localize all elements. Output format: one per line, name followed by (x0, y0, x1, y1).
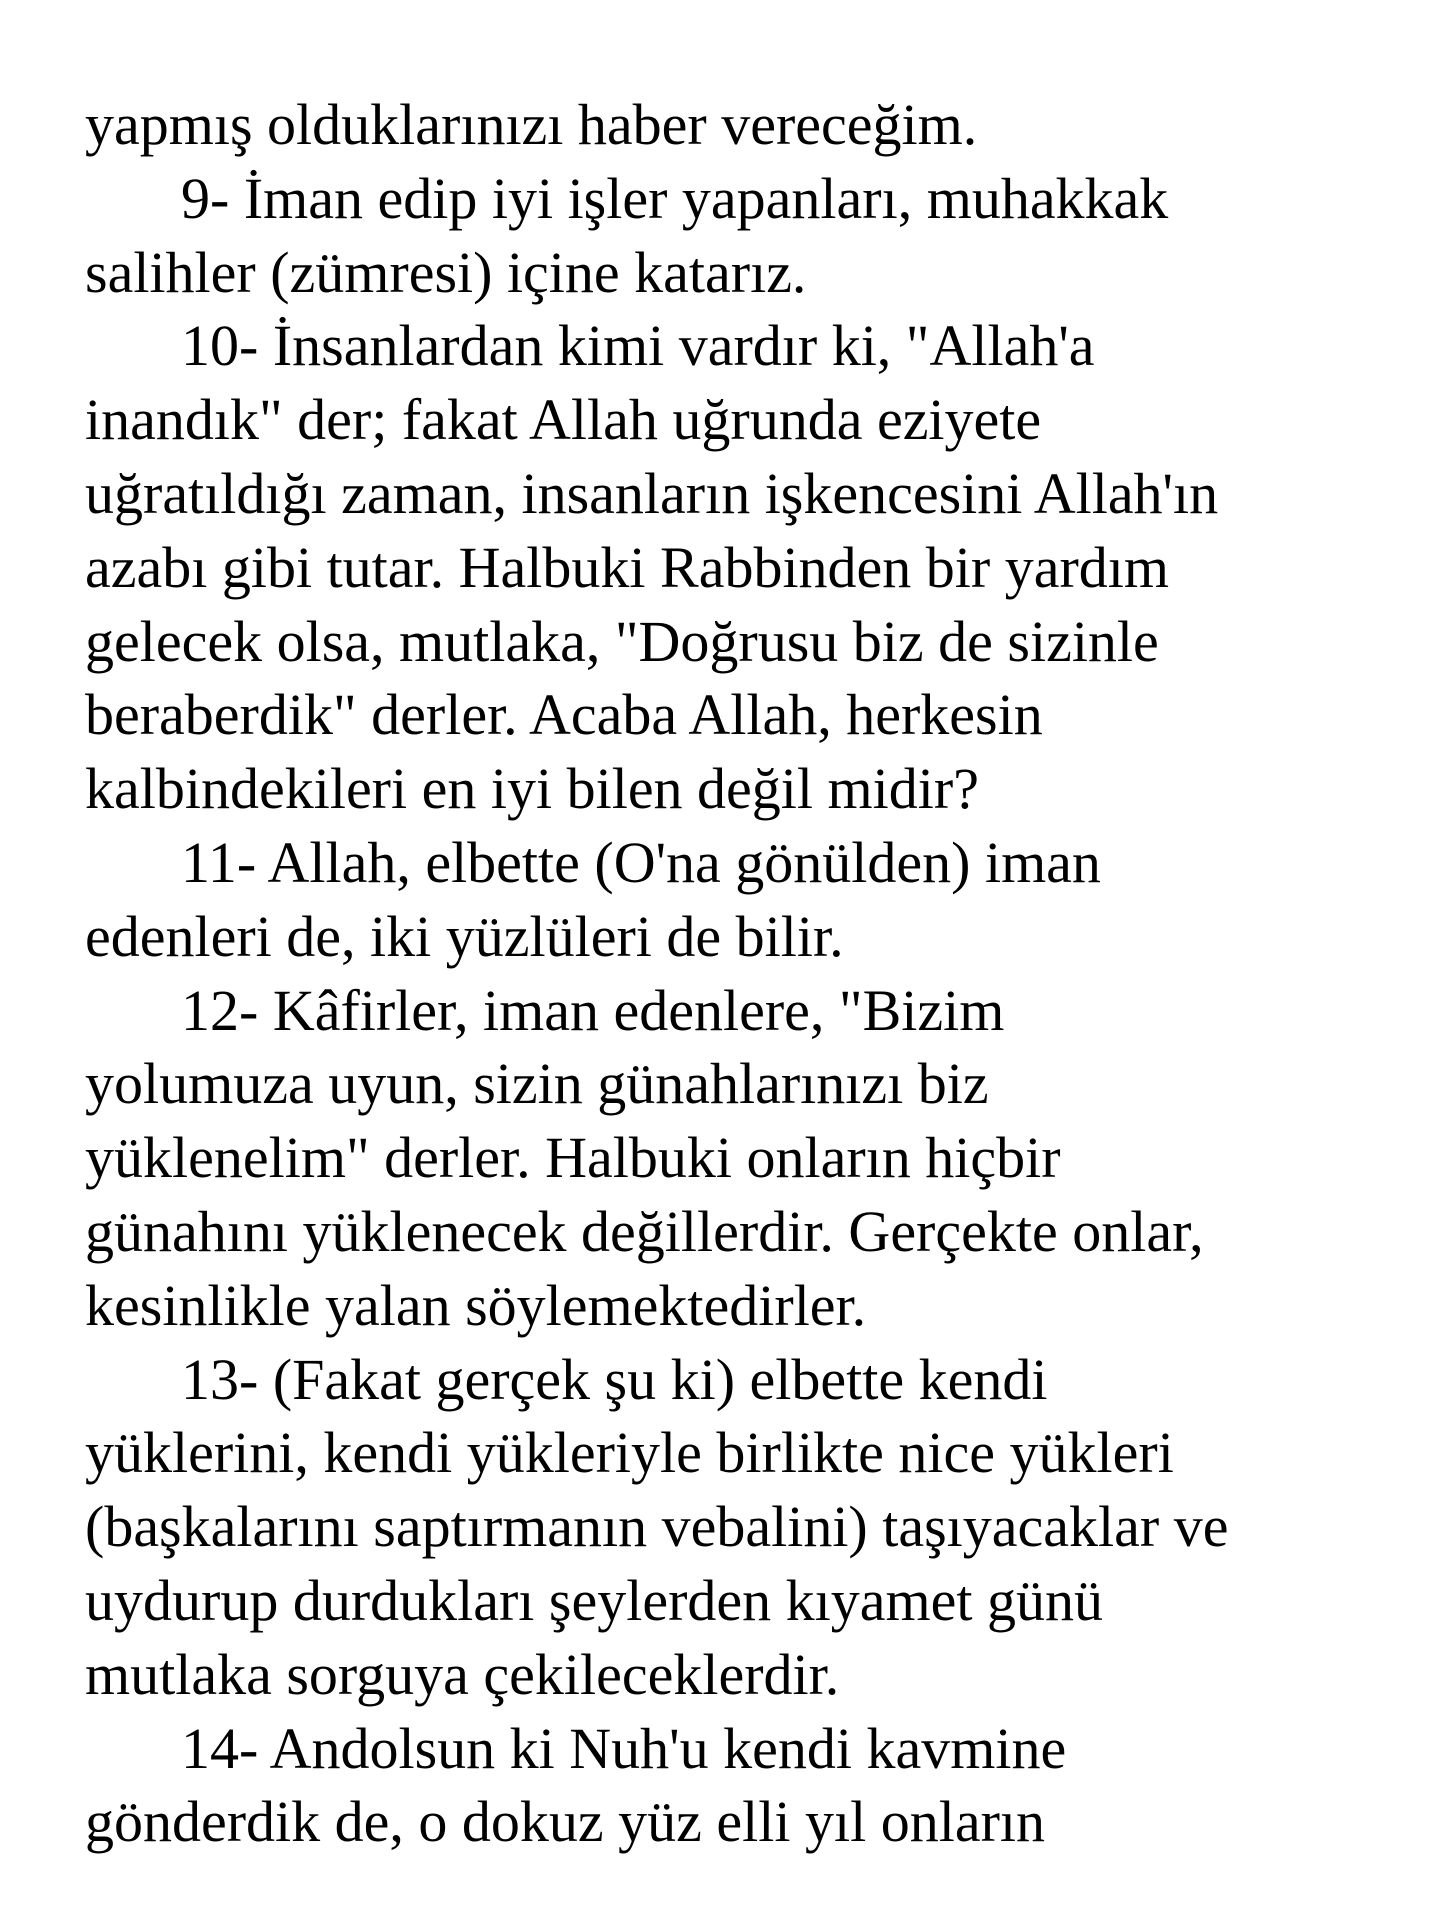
text-line: günahını yüklenecek değillerdir. Gerçekte onlar, (85, 1198, 1204, 1264)
text-line: kalbindekileri en iyi bilen değil midir? (85, 756, 979, 822)
text-line: inandık" der; fakat Allah uğrunda eziyete (85, 387, 1042, 453)
text-line: edenleri de, iki yüzlüleri de bilir. (85, 903, 844, 969)
verse-14-start: 14- Andolsun ki Nuh'u kendi kavmine (181, 1715, 1067, 1781)
text-line: mutlaka sorguya çekileceklerdir. (85, 1641, 840, 1707)
text-line: yapmış olduklarınızı haber vereceğim. (85, 92, 978, 157)
verse-12-start: 12- Kâfirler, iman edenlere, "Bizim (181, 977, 1005, 1043)
verse-11-start: 11- Allah, elbette (O'na gönülden) iman (181, 829, 1101, 895)
text-line: beraberdik" derler. Acaba Allah, herkesin (85, 682, 1043, 748)
text-line: yüklenelim" derler. Halbuki onların hiçbir (85, 1125, 1061, 1191)
text-line: yüklerini, kendi yükleriyle birlikte nice yükleri (85, 1420, 1174, 1486)
text-line: gelecek olsa, mutlaka, "Doğrusu biz de sizinle (85, 608, 1159, 674)
text-line: kesinlikle yalan söylemektedirler. (85, 1272, 867, 1338)
text-line: yolumuza uyun, sizin günahlarınızı biz (85, 1051, 989, 1117)
verse-9-start: 9- İman edip iyi işler yapanları, muhakkak (181, 165, 1169, 231)
verse-10-start: 10- İnsanlardan kimi vardır ki, "Allah'a (181, 313, 1095, 379)
text-line: (başkalarını saptırmanın vebalini) taşıyacaklar ve (85, 1494, 1229, 1560)
text-line: uydurup durdukları şeylerden kıyamet günü (85, 1567, 1103, 1633)
body-text (85, 88, 1405, 1859)
text-line: azabı gibi tutar. Halbuki Rabbinden bir yardım (85, 534, 1170, 600)
text-line: uğratıldığı zaman, insanların işkencesini Allah'ın (85, 460, 1219, 526)
verse-13-start: 13- (Fakat gerçek şu ki) elbette kendi (181, 1346, 1048, 1412)
text-line: salihler (zümresi) içine katarız. (85, 239, 807, 305)
text-line: gönderdik de, o dokuz yüz elli yıl onların (85, 1789, 1046, 1855)
